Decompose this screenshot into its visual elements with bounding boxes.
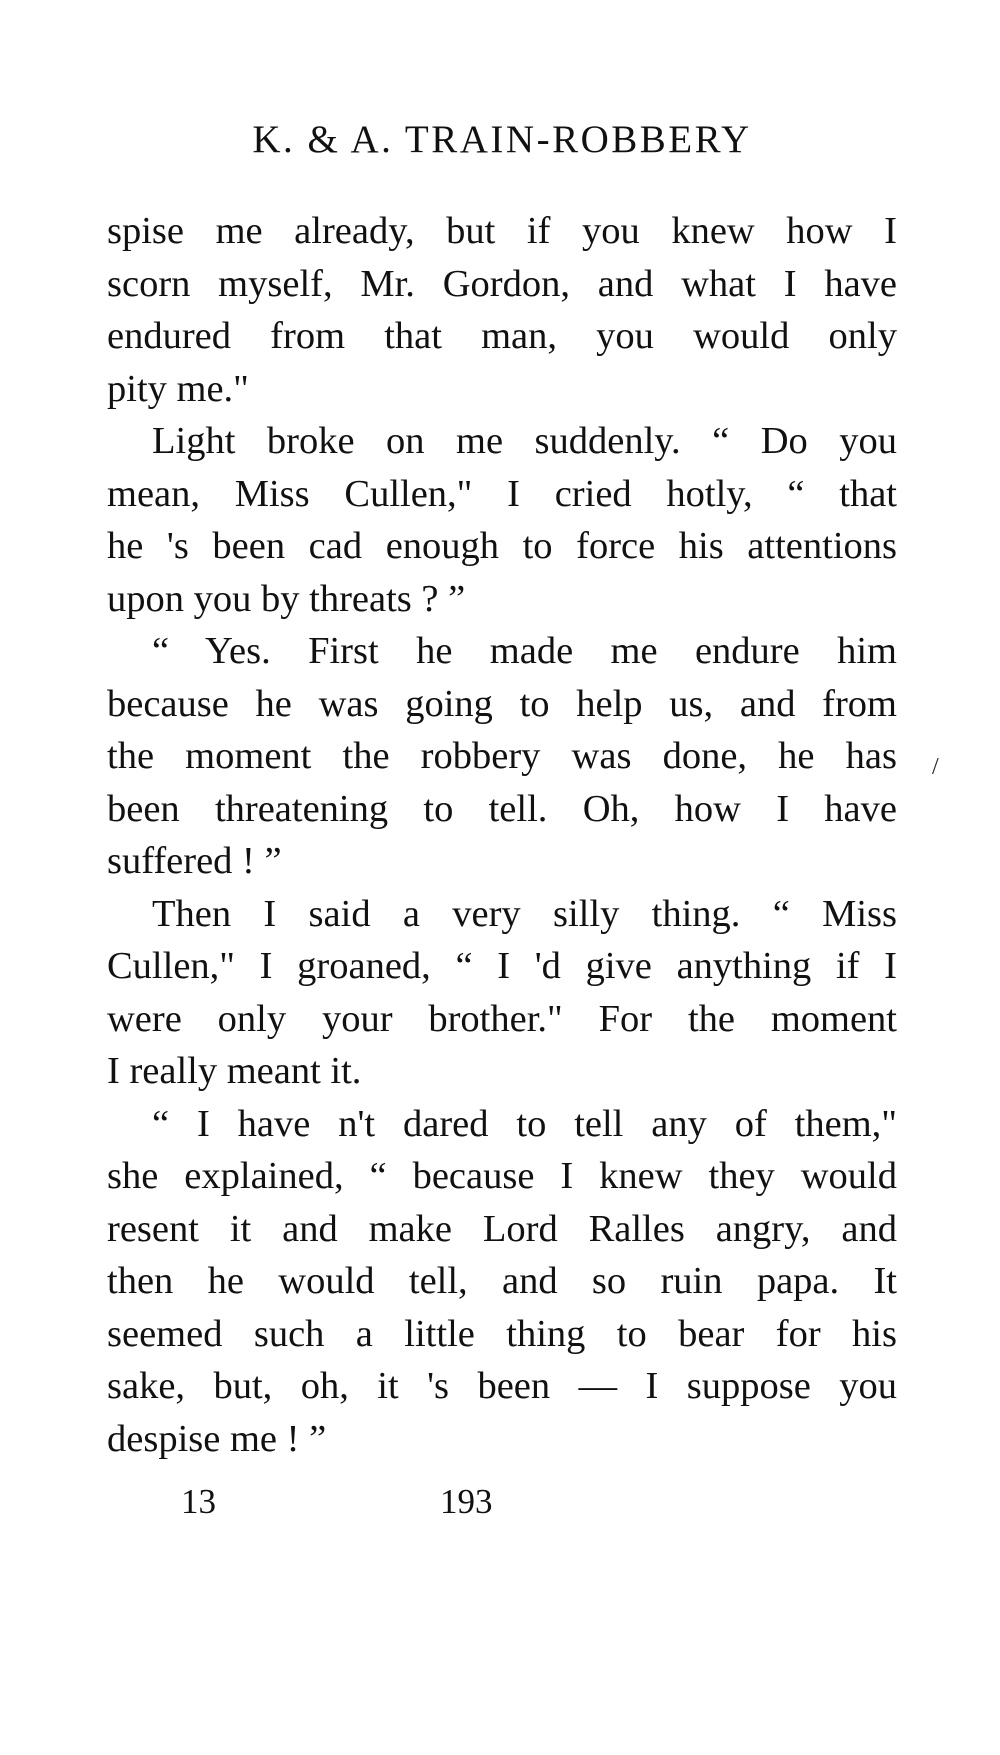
text-line: resent it and make Lord Ralles angry, and	[107, 1207, 897, 1250]
text-line: he 's been cad enough to force his attentions	[107, 525, 897, 567]
page-number: 193	[440, 1482, 493, 1521]
text-line: Cullen," I groaned, “ I 'd give anything if I	[107, 945, 897, 987]
text-line: the moment the robbery was done, he has	[107, 735, 897, 777]
text-line: endured from that man, you would only	[107, 315, 897, 357]
text-line: pity me."	[107, 367, 249, 410]
text-line: then he would tell, and so ruin papa. It	[107, 1260, 897, 1302]
text-line: sake, but, oh, it 's been — I suppose you	[107, 1365, 897, 1407]
text-line: spise me already, but if you knew how I	[107, 210, 897, 252]
margin-mark: /	[932, 754, 939, 780]
text-line: were only your brother." For the moment	[107, 997, 897, 1040]
text-line: Light broke on me suddenly. “ Do you	[152, 420, 897, 462]
text-line: I really meant it.	[107, 1050, 362, 1092]
running-head: K. & A. TRAIN-ROBBERY	[252, 118, 752, 161]
signature-mark: 13	[181, 1482, 216, 1521]
body-text	[107, 205, 897, 1465]
text-line: suffered ! ”	[107, 840, 282, 882]
text-line: seemed such a little thing to bear for his	[107, 1312, 897, 1355]
text-line: she explained, “ because I knew they would	[107, 1155, 897, 1197]
text-line: scorn myself, Mr. Gordon, and what I have	[107, 262, 897, 305]
text-line: been threatening to tell. Oh, how I have	[107, 787, 897, 830]
text-line: upon you by threats ? ”	[107, 577, 466, 620]
text-line: because he was going to help us, and from	[107, 682, 897, 725]
text-line: despise me ! ”	[107, 1417, 327, 1460]
text-line: “ I have n't dared to tell any of them,"	[152, 1102, 897, 1145]
text-line: Then I said a very silly thing. “ Miss	[152, 892, 897, 935]
text-line: “ Yes. First he made me endure him	[152, 630, 897, 672]
text-line: mean, Miss Cullen," I cried hotly, “ that	[107, 472, 897, 515]
